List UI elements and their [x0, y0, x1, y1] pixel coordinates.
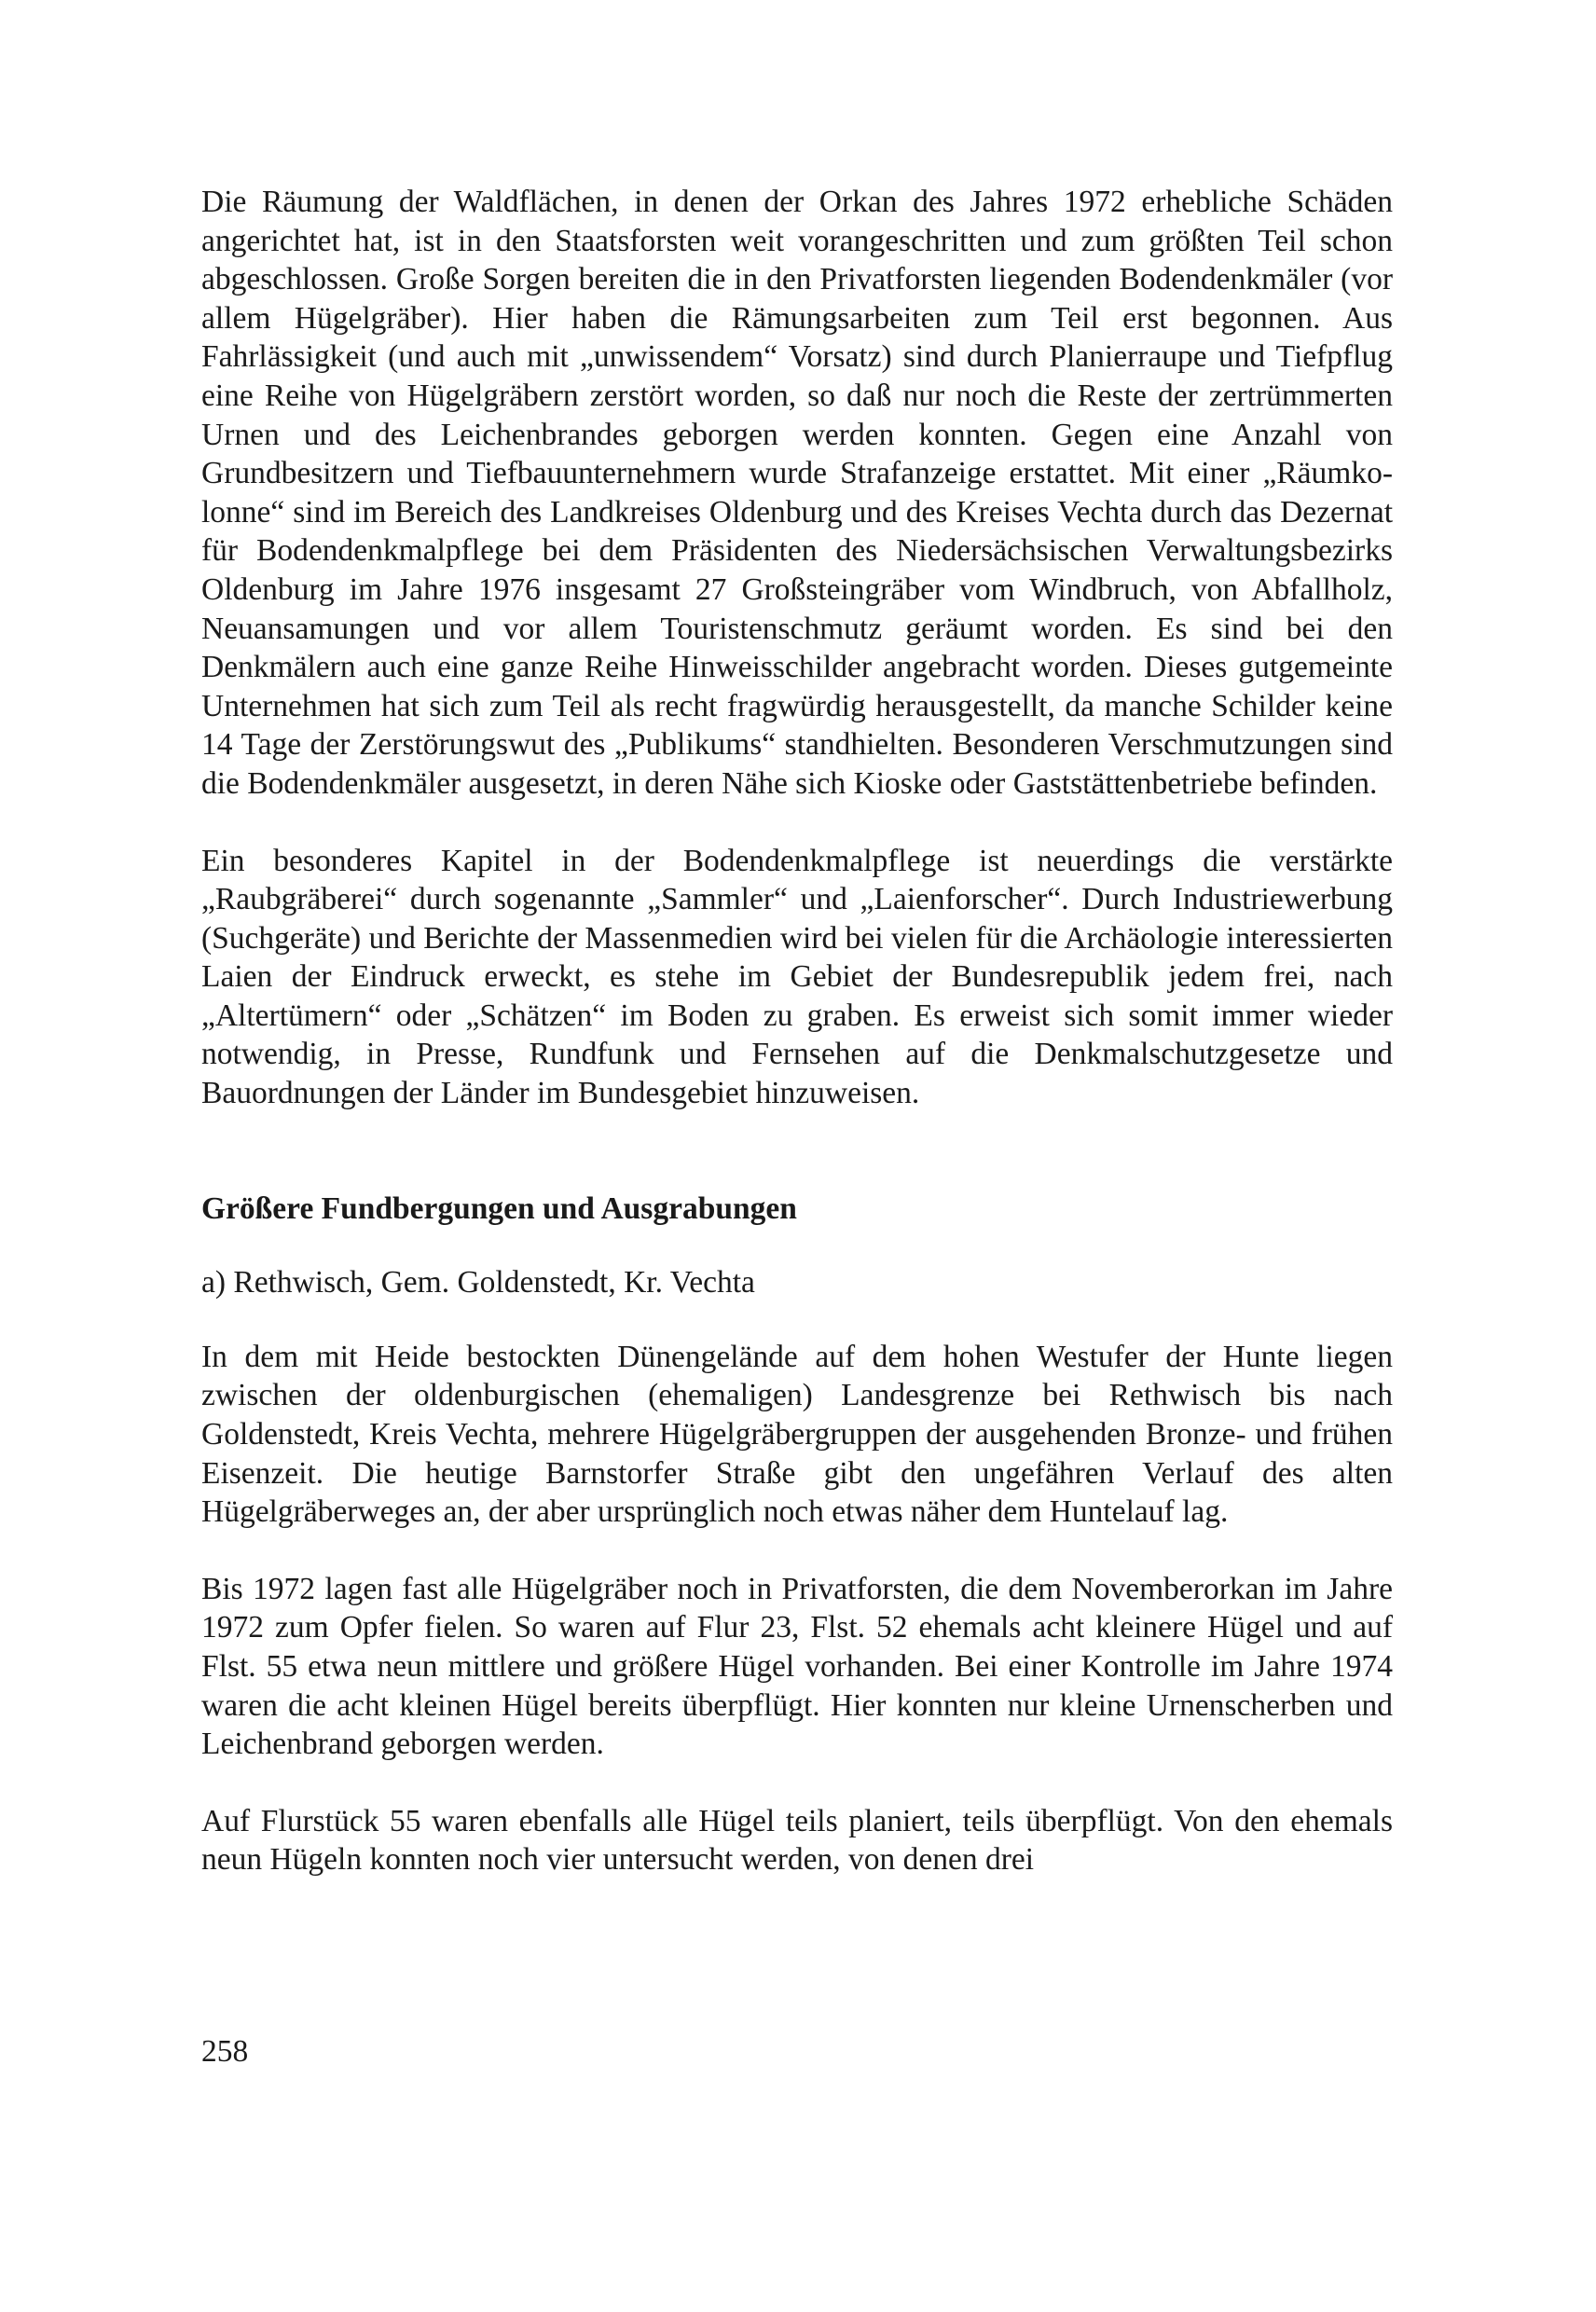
- page-number: 258: [201, 2034, 249, 2069]
- page-body: [201, 183, 1393, 1879]
- paragraph-1: Die Räumung der Waldflächen, in denen der Orkan des Jahres 1972 erhebliche Schäden angerichtet hat, ist in den Staatsforsten weit vorangeschritten und zum größten Teil schon abgeschlossen. Große Sorgen bereiten die in den Privatforsten liegenden Bodendenkmäler (vor allem Hügelgräber). Hier haben die Rämungsarbeiten zum Teil erst begonnen. Aus Fahrlässigkeit (und auch mit „unwissendem“ Vorsatz) sind durch Planierraupe und Tiefpflug eine Reihe von Hügelgräbern zerstört worden, so daß nur noch die Reste der zertrümmerten Urnen und des Leichenbrandes geborgen werden konnten. Gegen eine Anzahl von Grundbesitzern und Tiefbauunternehmern wurde Strafanzeige erstattet. Mit einer „Räumkolonne“ sind im Bereich des Landkreises Oldenburg und des Kreises Vechta durch das Dezernat für Bodendenkmalpflege bei dem Präsidenten des Niedersächsischen Verwaltungsbezirks Oldenburg im Jahre 1976 insgesamt 27 Großsteingräber vom Windbruch, von Abfallholz, Neuansamungen und vor allem Touristenschmutz geräumt worden. Es sind bei den Denkmälern auch eine ganze Reihe Hinweisschilder angebracht worden. Dieses gutgemeinte Unternehmen hat sich zum Teil als recht fragwürdig herausgestellt, da manche Schilder keine 14 Tage der Zerstörungswut des „Publikums“ standhielten. Besonderen Verschmutzungen sind die Bodendenkmäler ausgesetzt, in deren Nähe sich Kioske oder Gaststättenbetriebe befinden.: [201, 185, 1393, 801]
- section-paragraph-3: Auf Flurstück 55 waren ebenfalls alle Hügel teils planiert, teils überpflügt. Von den ehemals neun Hügeln konnten noch vier untersucht werden, von denen drei: [201, 1803, 1393, 1878]
- section-paragraph-1: In dem mit Heide bestockten Dünengelände auf dem hohen Westufer der Hunte liegen zwischen der oldenburgischen (ehemaligen) Landesgrenze bei Rethwisch bis nach Goldenstedt, Kreis Vechta, mehrere Hügelgräbergruppen der ausgehenden Bronze- und frühen Eisenzeit. Die heutige Barnstorfer Straße gibt den ungefähren Verlauf des alten Hügelgräberweges an, der aber ursprünglich noch etwas näher dem Huntelauf lag.: [201, 1339, 1393, 1530]
- subsection-heading: a) Rethwisch, Gem. Goldenstedt, Kr. Vechta: [201, 1265, 755, 1300]
- section-heading: Größere Fundbergungen und Ausgrabungen: [201, 1190, 797, 1226]
- paragraph-2: Ein besonderes Kapitel in der Bodendenkmalpflege ist neuerdings die verstärkte „Raubgräberei“ durch sogenannte „Sammler“ und „Laienforscher“. Durch Industriewerbung (Suchgeräte) und Berichte der Massenmedien wird bei vielen für die Archäologie interessierten Laien der Eindruck erweckt, es stehe im Gebiet der Bundesrepublik jedem frei, nach „Altertümern“ oder „Schätzen“ im Boden zu graben. Es erweist sich somit immer wieder notwendig, in Presse, Rundfunk und Fernsehen auf die Denkmalschutzgesetze und Bauordnungen der Länder im Bundesgebiet hinzuweisen.: [201, 843, 1393, 1111]
- section-paragraph-2: Bis 1972 lagen fast alle Hügelgräber noch in Privatforsten, die dem Novemberorkan im Jahre 1972 zum Opfer fielen. So waren auf Flur 23, Flst. 52 ehemals acht kleinere Hügel und auf Flst. 55 etwa neun mittlere und größere Hügel vorhanden. Bei einer Kontrolle im Jahre 1974 waren die acht kleinen Hügel bereits überpflügt. Hier konnten nur kleine Urnenscherben und Leichenbrand geborgen werden.: [201, 1571, 1393, 1762]
